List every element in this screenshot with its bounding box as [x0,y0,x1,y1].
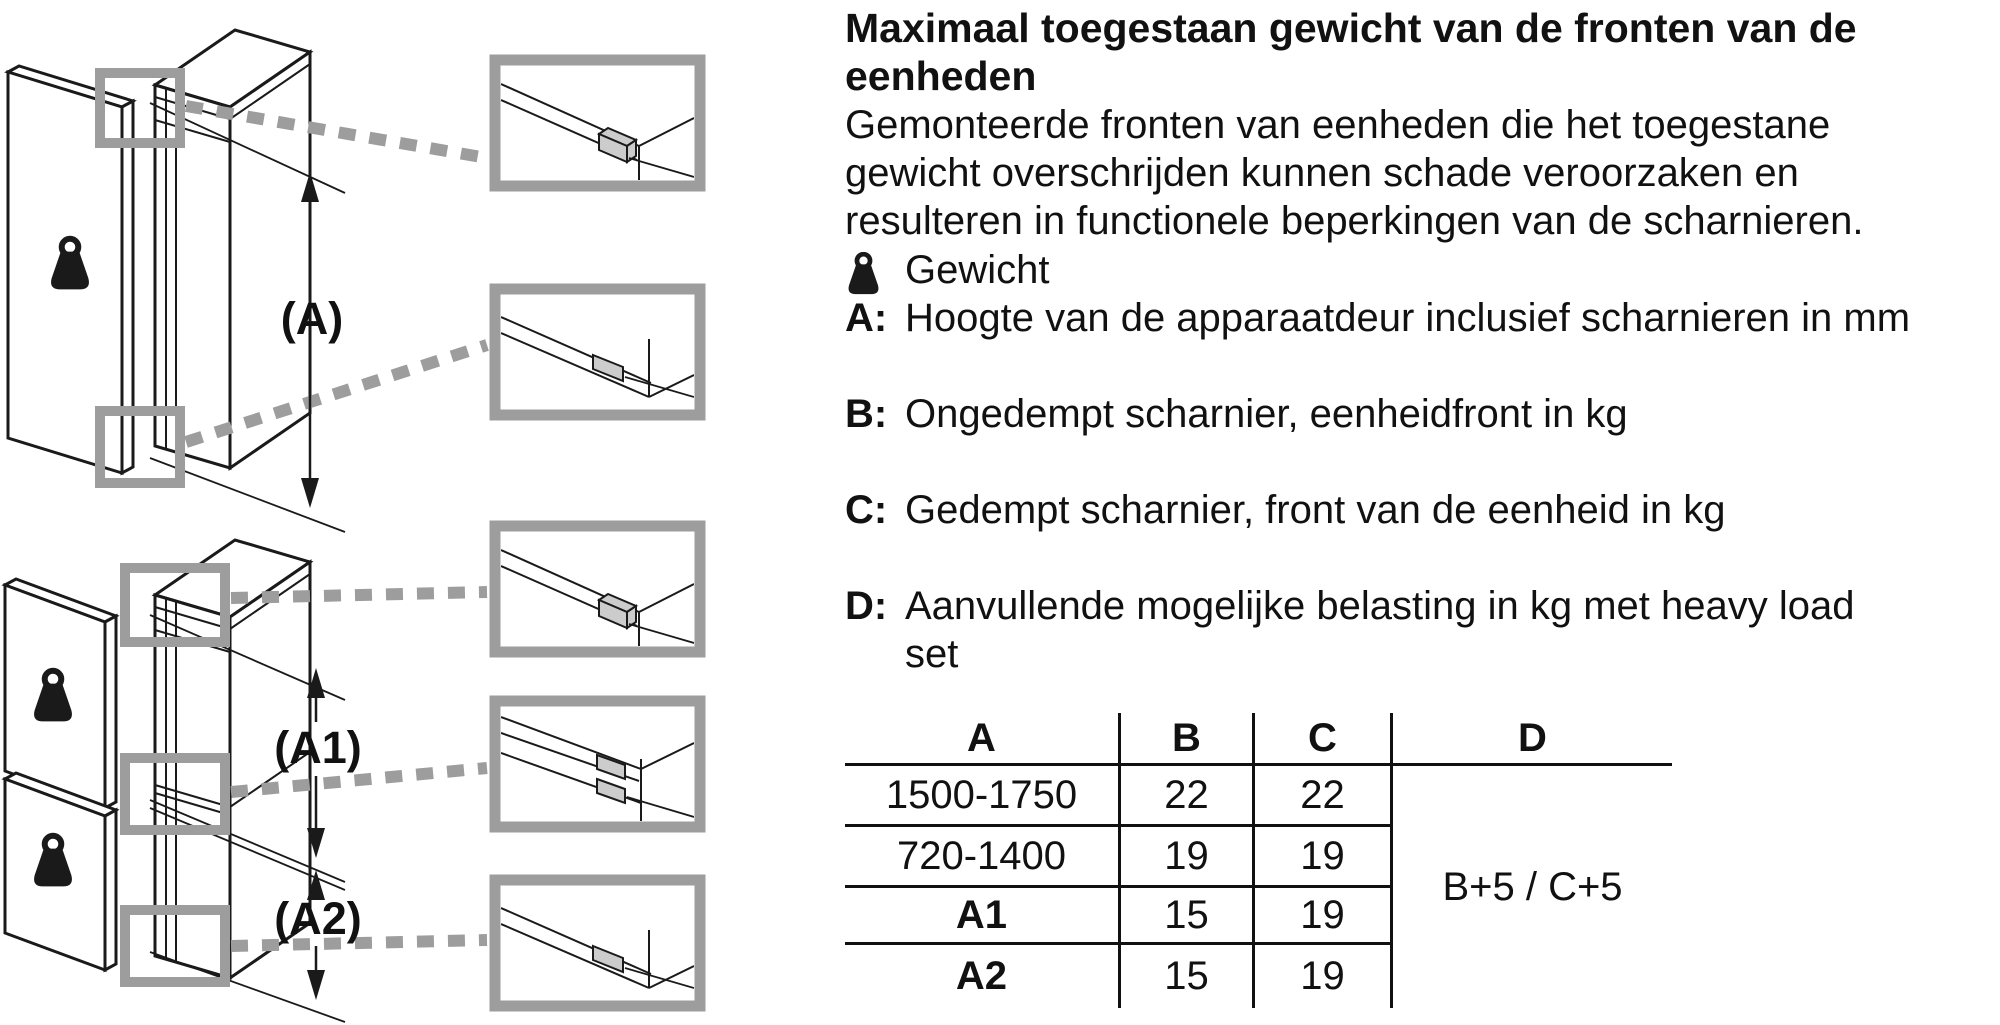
page-title: Maximaal toegestaan gewicht van de fronten van de eenheden [845,5,1857,99]
legend-text: Ongedempt scharnier, eenheidfront in kg [905,392,1628,436]
table-cell-b2: 19 [1118,827,1252,888]
fridge-diagram-double-door [5,526,700,1022]
intro-paragraph: Gemonteerde fronten van eenheden die het toegestane gewicht overschrijden kunnen schade veroorzaken en resulteren in functionele beperkingen van de scharnieren. [845,103,1864,243]
col-header-b: B [1118,713,1252,766]
col-header-d: D [1390,713,1672,766]
legend-text: Gedempt scharnier, front van de eenheid in kg [905,488,1726,532]
legend-key: A: [845,296,888,340]
legend-item-c [845,486,1920,534]
legend-item-a [845,294,1920,342]
legend-text: Hoogte van de apparaatdeur inclusief scharnieren in mm [905,296,1911,340]
spec-table [845,713,1672,1008]
fridge-diagram-single-door [8,30,700,532]
table-cell-b1: 22 [1118,766,1252,827]
dimension-label-A: (A) [280,293,344,344]
table-cell-c1: 22 [1252,766,1390,827]
col-header-c: C [1252,713,1390,766]
dashed-connector-3 [231,592,487,598]
legend-key: D: [845,584,888,628]
table-cell-a4: A2 [955,954,1008,998]
table-cell-d-merged: B+5 / C+5 [1390,766,1672,1008]
weight-icon [845,252,882,297]
detail-box-bottom-hinge [495,289,700,415]
legend-item-d [845,582,1880,678]
legend-item-gewicht [845,246,1050,294]
legend-text: Gewicht [905,248,1050,292]
legend-text: Aanvullende mogelijke belasting in kg met heavy load set [905,584,1855,676]
table-cell-b3: 15 [1118,888,1252,945]
table-cell-c2: 19 [1252,827,1390,888]
legend-key: B: [845,392,888,436]
col-header-a: A [845,713,1118,766]
table-cell-a1: 1500-1750 [845,766,1118,827]
detail-box-top-hinge [495,60,700,186]
table-cell-c3: 19 [1252,888,1390,945]
lower-door-panel [5,773,116,970]
legend-key: C: [845,488,888,532]
table-cell-b4: 15 [1118,945,1252,1008]
table-cell-a2: 720-1400 [845,827,1118,888]
dimension-label-A2: (A2) [274,893,362,944]
detail-box-bottom-hinge [495,880,700,1006]
legend-item-b [845,390,1920,438]
dimension-label-A1: (A1) [274,722,362,773]
table-cell-a3: A1 [845,888,1118,945]
detail-box-top-hinge [495,526,700,652]
installation-diagrams [0,0,740,1025]
detail-box-middle-hinge [495,701,700,827]
table-cell-c4: 19 [1252,945,1390,1008]
